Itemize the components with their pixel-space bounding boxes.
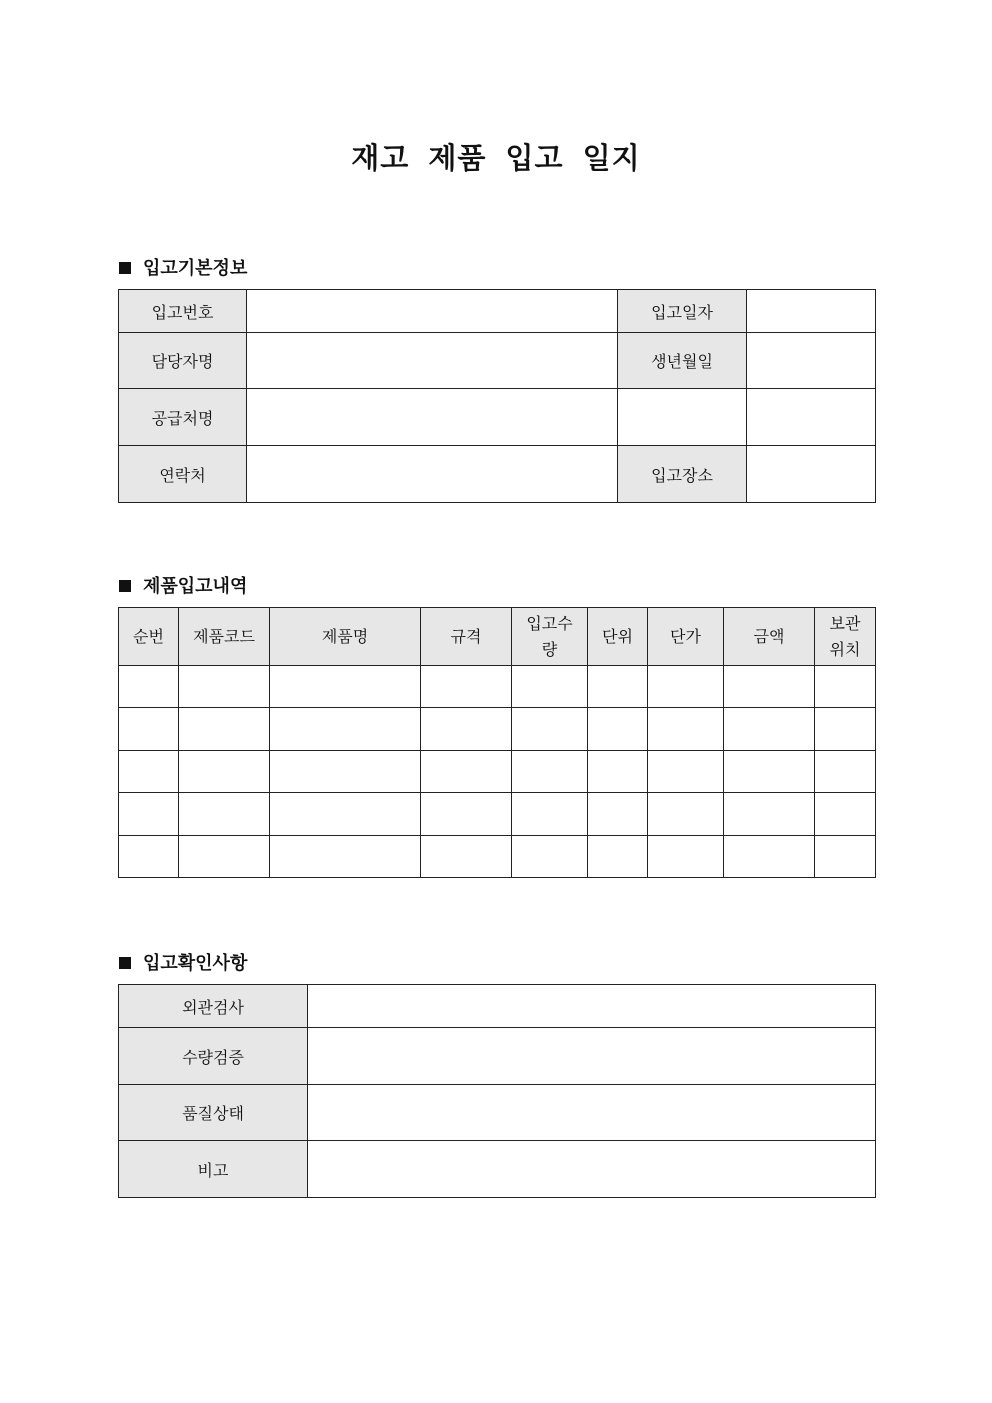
- square-bullet-icon: [119, 957, 131, 969]
- receipt-date-field[interactable]: [747, 290, 876, 333]
- column-header: 금액: [724, 608, 815, 666]
- table-header-row: [119, 608, 876, 666]
- table-cell[interactable]: [270, 836, 421, 878]
- table-cell[interactable]: [648, 836, 724, 878]
- label-cell: 품질상태: [119, 1085, 308, 1141]
- label-cell: 공급처명: [119, 389, 247, 446]
- supplier-name-field[interactable]: [247, 389, 618, 446]
- basic-info-table: [118, 289, 876, 503]
- quantity-check-field[interactable]: [308, 1028, 876, 1085]
- table-cell[interactable]: [648, 708, 724, 751]
- table-row: [119, 1028, 876, 1085]
- table-cell[interactable]: [270, 708, 421, 751]
- label-cell: 수량검증: [119, 1028, 308, 1085]
- label-cell: 입고장소: [618, 446, 747, 503]
- column-header: 제품명: [270, 608, 421, 666]
- table-row: [119, 985, 876, 1028]
- table-cell[interactable]: [815, 836, 876, 878]
- table-cell[interactable]: [270, 666, 421, 708]
- table-row: [119, 751, 876, 793]
- column-header: 보관 위치: [815, 608, 876, 666]
- table-cell[interactable]: [512, 708, 588, 751]
- label-cell: 입고일자: [618, 290, 747, 333]
- table-row: [119, 1141, 876, 1198]
- column-header: 입고수 량: [512, 608, 588, 666]
- blank-cell: [618, 389, 747, 446]
- table-cell[interactable]: [512, 751, 588, 793]
- square-bullet-icon: [119, 262, 131, 274]
- table-cell[interactable]: [179, 708, 270, 751]
- column-header: 단위: [588, 608, 648, 666]
- table-cell[interactable]: [421, 836, 512, 878]
- column-header: 순번: [119, 608, 179, 666]
- table-cell[interactable]: [648, 751, 724, 793]
- table-row: [119, 1085, 876, 1141]
- table-cell[interactable]: [119, 793, 179, 836]
- table-row: [119, 290, 876, 333]
- table-cell[interactable]: [724, 836, 815, 878]
- column-header: 단가: [648, 608, 724, 666]
- table-cell[interactable]: [119, 666, 179, 708]
- section-heading-label: 제품입고내역: [143, 576, 248, 597]
- table-cell[interactable]: [179, 751, 270, 793]
- section-heading-product-receipt: [119, 572, 247, 598]
- table-cell[interactable]: [421, 751, 512, 793]
- quality-status-field[interactable]: [308, 1085, 876, 1141]
- table-cell[interactable]: [724, 666, 815, 708]
- table-cell[interactable]: [815, 666, 876, 708]
- contact-field[interactable]: [247, 446, 618, 503]
- table-cell[interactable]: [421, 793, 512, 836]
- table-cell[interactable]: [648, 666, 724, 708]
- table-cell[interactable]: [724, 793, 815, 836]
- table-row: [119, 708, 876, 751]
- table-cell[interactable]: [815, 793, 876, 836]
- table-cell[interactable]: [588, 836, 648, 878]
- receipt-check-table: [118, 984, 876, 1198]
- table-cell[interactable]: [270, 751, 421, 793]
- table-row: [119, 333, 876, 389]
- column-header: 규격: [421, 608, 512, 666]
- section-heading-basic-info: [119, 254, 247, 280]
- label-cell: 연락처: [119, 446, 247, 503]
- table-cell[interactable]: [421, 708, 512, 751]
- table-row: [119, 446, 876, 503]
- table-row: [119, 836, 876, 878]
- column-header: 제품코드: [179, 608, 270, 666]
- table-row: [119, 389, 876, 446]
- table-cell[interactable]: [588, 751, 648, 793]
- label-cell: 담당자명: [119, 333, 247, 389]
- receipt-location-field[interactable]: [747, 446, 876, 503]
- square-bullet-icon: [119, 580, 131, 592]
- table-cell[interactable]: [421, 666, 512, 708]
- table-cell[interactable]: [512, 793, 588, 836]
- table-cell[interactable]: [648, 793, 724, 836]
- table-cell[interactable]: [588, 708, 648, 751]
- section-heading-label: 입고확인사항: [143, 953, 248, 974]
- section-heading-label: 입고기본정보: [143, 258, 248, 279]
- table-cell[interactable]: [512, 666, 588, 708]
- table-row: [119, 793, 876, 836]
- table-cell[interactable]: [179, 793, 270, 836]
- table-cell[interactable]: [588, 666, 648, 708]
- table-cell[interactable]: [179, 836, 270, 878]
- table-cell[interactable]: [119, 836, 179, 878]
- page-title: 재고 제품 입고 일지: [351, 141, 641, 175]
- table-cell[interactable]: [588, 793, 648, 836]
- remarks-field[interactable]: [308, 1141, 876, 1198]
- table-cell[interactable]: [270, 793, 421, 836]
- label-cell: 비고: [119, 1141, 308, 1198]
- table-cell[interactable]: [815, 708, 876, 751]
- table-cell[interactable]: [119, 751, 179, 793]
- table-cell[interactable]: [724, 751, 815, 793]
- table-cell[interactable]: [512, 836, 588, 878]
- receipt-number-field[interactable]: [247, 290, 618, 333]
- birthdate-field[interactable]: [747, 333, 876, 389]
- product-receipt-table: [118, 607, 876, 878]
- label-cell: 생년월일: [618, 333, 747, 389]
- manager-name-field[interactable]: [247, 333, 618, 389]
- section-heading-receipt-check: [119, 949, 247, 975]
- appearance-check-field[interactable]: [308, 985, 876, 1028]
- table-cell[interactable]: [119, 708, 179, 751]
- table-cell[interactable]: [724, 708, 815, 751]
- table-cell[interactable]: [815, 751, 876, 793]
- table-cell[interactable]: [179, 666, 270, 708]
- label-cell: 입고번호: [119, 290, 247, 333]
- label-cell: 외관검사: [119, 985, 308, 1028]
- table-row: [119, 666, 876, 708]
- blank-value-field[interactable]: [747, 389, 876, 446]
